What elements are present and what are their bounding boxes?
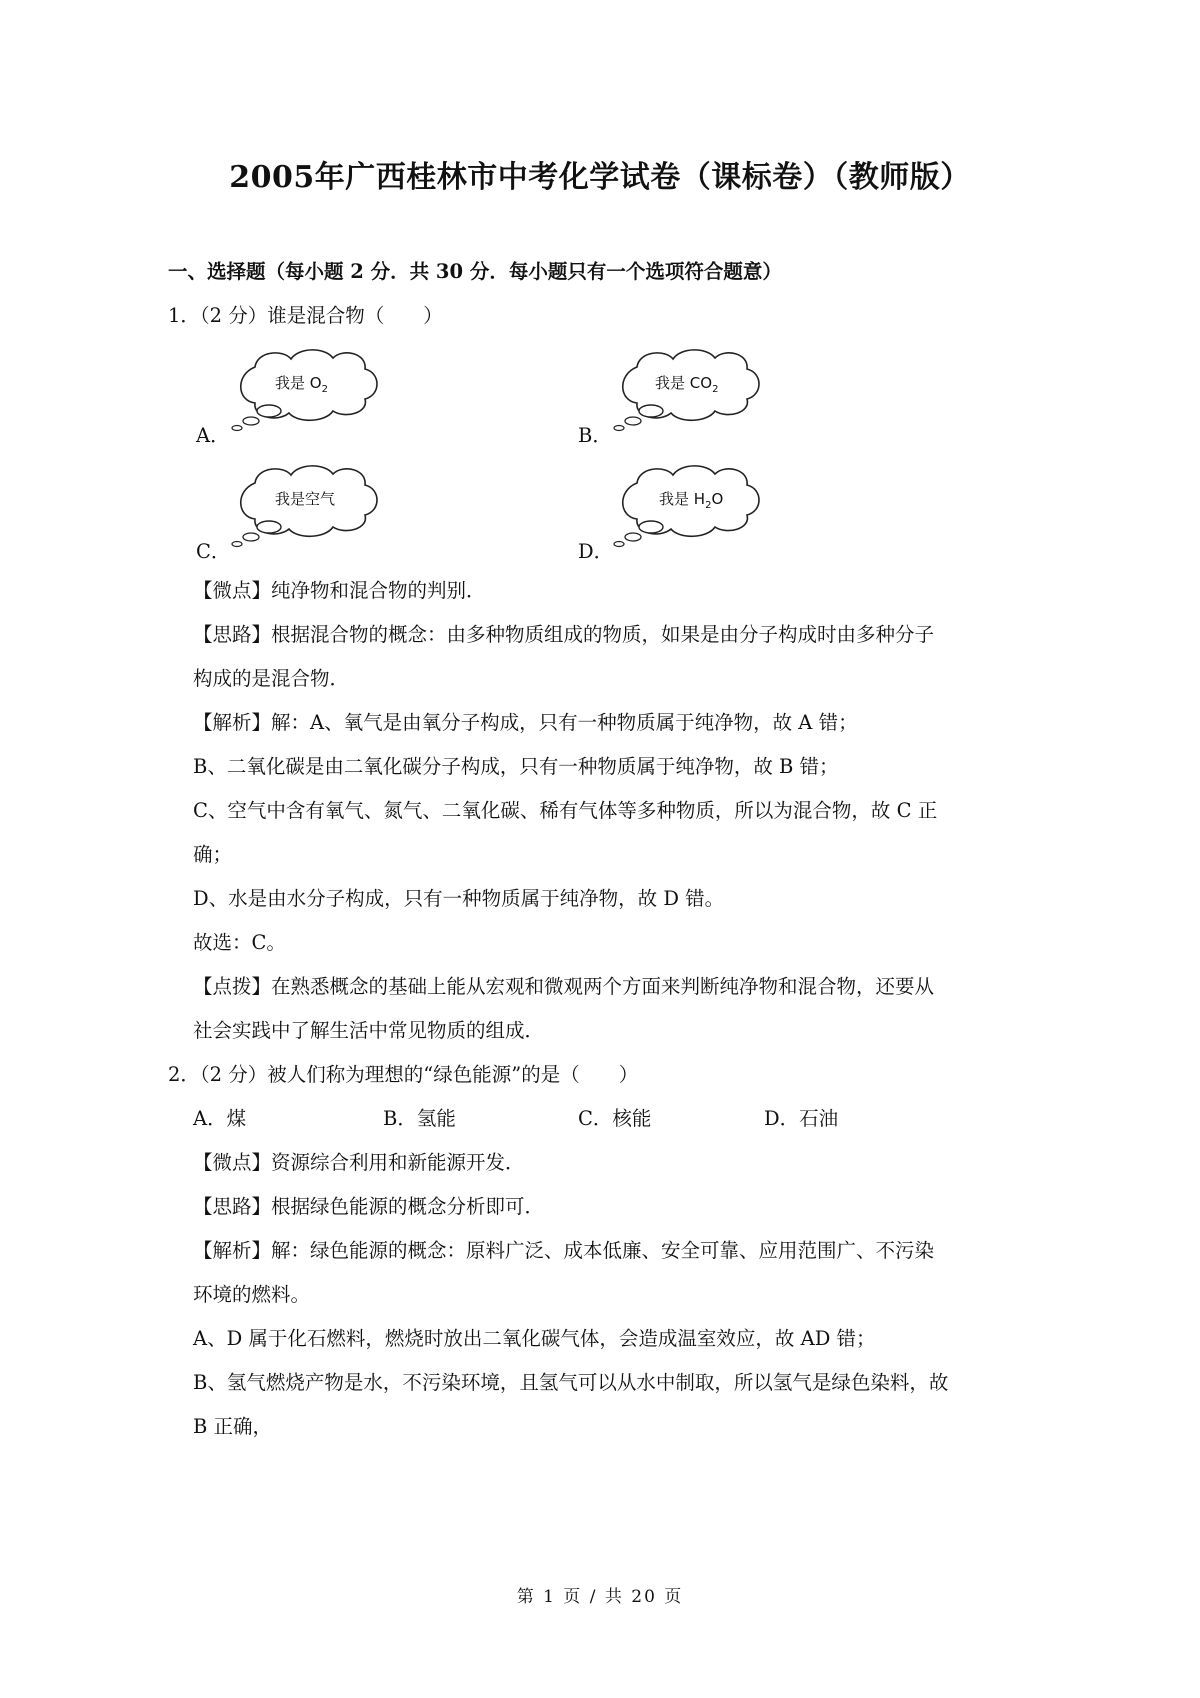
svg-text:我是空气	[275, 490, 335, 508]
jiexi-tag: 【解析】	[193, 711, 272, 734]
q2-option-a: A．煤	[193, 1107, 247, 1130]
jiexi-tag: 【解析】	[193, 1239, 272, 1262]
weidian-tag: 【微点】	[193, 1151, 272, 1174]
q1-jiexi-5: D、水是由水分子构成，只有一种物质属于纯净物，故 D 错。	[193, 887, 725, 910]
q2-option-c: C．核能	[578, 1107, 652, 1130]
jiexi-text: 解：A、氧气是由氧分子构成，只有一种物质属于纯净物，故 A 错；	[271, 711, 858, 734]
bubble-b-text: 我是 CO	[655, 374, 713, 392]
q2-silu	[193, 1193, 544, 1221]
silu-tag: 【思路】	[193, 1195, 272, 1218]
q1-option-a-label: A．	[196, 424, 230, 447]
q1-jiexi-3: C、空气中含有氧气、氮气、二氧化碳、稀有气体等多种物质，所以为混合物，故 C 正	[193, 799, 938, 822]
q1-option-d-label: D．	[578, 540, 614, 563]
section-heading: 一、选择题（每小题 2 分．共 30 分．每小题只有一个选项符合题意）	[168, 260, 782, 283]
bubble-a-sub: 2	[321, 384, 328, 395]
page-footer: 第 1 页 / 共 20 页	[516, 1587, 684, 1607]
bubble-d-tail: O	[711, 490, 724, 508]
thought-bubble-a-icon	[225, 345, 390, 435]
q2-jiexi-4: B、氢气燃烧产物是水，不污染环境，且氢气可以从水中制取，所以氢气是绿色染料，故	[193, 1371, 949, 1394]
svg-text:我是 H2O	[659, 490, 723, 511]
thought-bubble-c-icon	[225, 461, 390, 551]
silu-tag: 【思路】	[193, 623, 272, 646]
q1-dianbo-cont: 社会实践中了解生活中常见物质的组成．	[193, 1019, 545, 1042]
thought-bubble-d-icon	[607, 461, 772, 551]
dianbo-tag: 【点拨】	[193, 975, 272, 998]
bubble-d-text: 我是 H	[659, 490, 706, 508]
q1-jiexi-4: 确；	[193, 843, 233, 866]
q2-jiexi-2: 环境的燃料。	[193, 1283, 311, 1306]
svg-text:我是 O2	[275, 374, 328, 395]
q2-jiexi-3: A、D 属于化石燃料，燃烧时放出二氧化碳气体，会造成温室效应，故 AD 错；	[193, 1327, 876, 1350]
svg-text:我是 CO2	[655, 374, 718, 395]
q2-jiexi-5: B 正确，	[193, 1415, 273, 1438]
silu-text: 根据绿色能源的概念分析即可．	[271, 1195, 545, 1218]
bubble-a-text: 我是 O	[275, 374, 322, 392]
q2-option-b: B．氢能	[383, 1107, 456, 1130]
weidian-text: 纯净物和混合物的判别．	[271, 579, 486, 602]
page-title: 2005年广西桂林市中考化学试卷（课标卷）（教师版）	[229, 160, 971, 195]
q1-jiexi-2: B、二氧化碳是由二氧化碳分子构成，只有一种物质属于纯净物，故 B 错；	[193, 755, 839, 778]
q1-option-b-label: B．	[578, 424, 612, 447]
q1-jiexi	[193, 709, 858, 737]
q2-weidian	[193, 1149, 525, 1177]
q2-jiexi	[193, 1237, 934, 1265]
question-2-stem: 2．（2 分）被人们称为理想的“绿色能源”的是（ ）	[168, 1063, 639, 1086]
q1-silu	[193, 621, 934, 649]
question-1-stem: 1．（2 分）谁是混合物（ ）	[168, 304, 443, 327]
weidian-text: 资源综合利用和新能源开发．	[271, 1151, 525, 1174]
silu-text: 根据混合物的概念：由多种物质组成的物质，如果是由分子构成时由多种分子	[271, 623, 935, 646]
thought-bubble-b-icon	[607, 345, 772, 435]
dianbo-text: 在熟悉概念的基础上能从宏观和微观两个方面来判断纯净物和混合物，还要从	[271, 975, 935, 998]
bubble-d-sub: 2	[705, 500, 712, 511]
q1-answer: 故选：C。	[193, 931, 286, 954]
bubble-b-sub: 2	[712, 384, 719, 395]
bubble-c-text: 我是空气	[275, 490, 336, 508]
q1-dianbo	[193, 973, 934, 1001]
q1-silu-cont: 构成的是混合物．	[193, 667, 350, 690]
weidian-tag: 【微点】	[193, 579, 272, 602]
q2-option-d: D．石油	[764, 1107, 839, 1130]
jiexi-text: 解：绿色能源的概念：原料广泛、成本低廉、安全可靠、应用范围广、不污染	[271, 1239, 935, 1262]
q1-option-c-label: C．	[196, 540, 231, 563]
q1-weidian	[193, 577, 486, 605]
